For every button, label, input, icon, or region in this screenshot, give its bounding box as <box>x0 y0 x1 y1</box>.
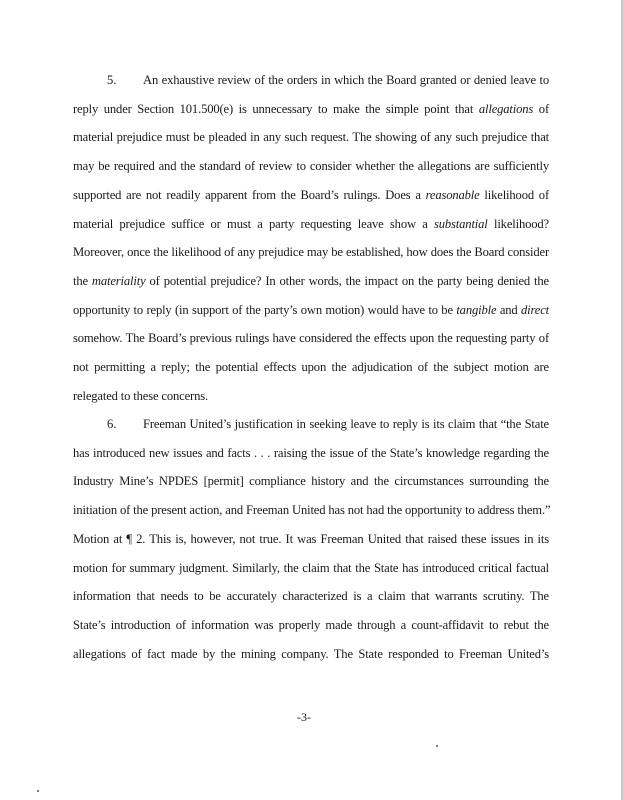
paragraph-number-5: 5. <box>107 73 117 87</box>
text-segment: motion for summary judgment. Similarly, the claim that the State has introduced critical factual <box>73 560 549 575</box>
text-segment: relegated to these concerns. <box>73 388 208 403</box>
text-line <box>73 274 549 288</box>
text-segment: information that needs to be accurately characterized is a claim that warrants scrutiny. The <box>73 589 549 604</box>
text-line <box>73 245 549 259</box>
text-segment: reply under Section 101.500(e) is unnecessary to make the simple point that <box>73 101 479 116</box>
text-segment: Industry Mine’s NPDES [permit] compliance history and the circumstances surrounding the <box>73 474 549 489</box>
scan-speck <box>37 790 39 792</box>
text-segment: allegations of fact made by the mining company. The State responded to Freeman United’s <box>73 646 549 661</box>
text-line <box>73 102 549 116</box>
text-line <box>73 188 549 202</box>
text-segment: may be required and the standard of review to consider whether the allegations are sufficiently <box>73 159 549 174</box>
text-segment: Freeman United’s justification in seeking leave to reply is its claim that “the State <box>143 417 549 431</box>
text-line <box>73 360 549 374</box>
italic-term: materiality <box>91 273 146 288</box>
text-line <box>73 589 549 603</box>
text-segment: supported are not readily apparent from the Board’s rulings. Does a <box>73 187 426 202</box>
text-segment: opportunity to reply (in support of the party’s own motion) would have to be <box>73 302 457 317</box>
text-line <box>73 503 549 517</box>
text-line <box>143 417 549 431</box>
scan-speck <box>436 745 438 747</box>
italic-term: allegations <box>478 101 534 116</box>
text-segment: of <box>533 101 549 116</box>
text-line <box>73 217 549 231</box>
text-line <box>73 647 549 661</box>
text-segment: material prejudice suffice or must a party requesting leave show a <box>73 216 435 231</box>
text-line <box>73 389 208 403</box>
text-segment: of potential prejudice? In other words, the impact on the party being denied the <box>145 273 549 288</box>
text-line <box>73 331 549 345</box>
text-segment: not permitting a reply; the potential effects upon the adjudication of the subject motion are <box>73 360 549 374</box>
text-segment: has introduced new issues and facts . . . raising the issue of the State’s knowledge regarding the <box>73 445 549 460</box>
text-segment: likelihood? <box>487 216 549 231</box>
text-segment: Moreover, once the likelihood of any prejudice may be established, how does the Board consider <box>73 245 549 260</box>
text-segment: initiation of the present action, and Freeman United has not had the opportunity to address them.” <box>73 503 551 518</box>
text-line <box>73 474 549 488</box>
text-line <box>73 159 549 173</box>
text-line <box>73 446 549 460</box>
text-line <box>73 303 549 317</box>
text-segment: somehow. The Board’s previous rulings have considered the effects upon the requesting party of <box>73 331 549 346</box>
text-segment: the <box>73 273 92 288</box>
italic-term: reasonable <box>425 187 480 202</box>
text-line <box>73 532 549 546</box>
page-number: -3- <box>297 710 311 724</box>
text-segment: State’s introduction of information was properly made through a count-affidavit to rebut the <box>73 617 549 632</box>
paragraph-number-6: 6. <box>107 417 117 431</box>
text-line <box>143 73 549 87</box>
text-line <box>73 130 549 144</box>
italic-term: direct <box>520 302 549 317</box>
text-line <box>73 561 549 575</box>
text-segment: material prejudice must be pleaded in any such request. The showing of any such prejudice that <box>73 130 549 145</box>
text-segment: An exhaustive review of the orders in which the Board granted or denied leave to <box>143 73 549 87</box>
text-segment: Motion at ¶ 2. This is, however, not true. It was Freeman United that raised these issues in its <box>73 531 549 546</box>
text-line <box>73 618 549 632</box>
text-segment: likelihood of <box>479 187 549 202</box>
italic-term: tangible <box>456 302 497 317</box>
text-segment: and <box>496 302 521 317</box>
italic-term: substantial <box>434 216 488 231</box>
